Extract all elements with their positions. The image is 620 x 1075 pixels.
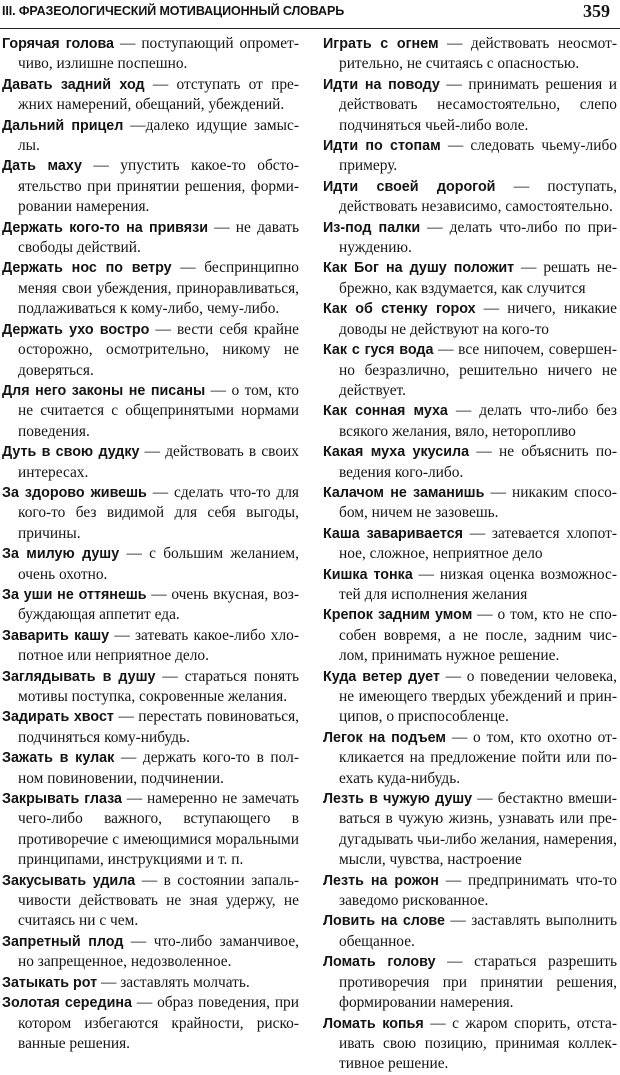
entry-term: Как об стенку горох [323, 301, 476, 318]
entry-definition: — действовать в своих интересах. [18, 443, 299, 481]
dictionary-entry [2, 116, 299, 157]
entry-definition: — решать небрежно, как вздумается, как случится [339, 259, 617, 297]
entry-definition: — стараться понять мотивы поступка, сокровенные желания. [18, 667, 299, 705]
dictionary-entry [323, 442, 617, 483]
dictionary-entry [323, 605, 617, 666]
entry-definition: — поступать, действовать независимо, самостоятельно. [339, 177, 617, 216]
dictionary-entry [323, 871, 617, 912]
dictionary-entry [323, 911, 617, 952]
dictionary-entry [2, 75, 299, 116]
dictionary-entry [323, 299, 617, 340]
entry-term: Заварить кашу [2, 627, 110, 644]
entry-definition: — сделать что-то для кого-то без видимой для себя выгоды, причины. [18, 483, 299, 542]
entry-term: Горячая голова [2, 36, 115, 52]
entry-term: Золотая середина [2, 995, 132, 1012]
dictionary-entry [2, 544, 299, 585]
entry-definition: — делать что-либо по принуждению. [339, 218, 617, 257]
dictionary-entry [2, 667, 299, 708]
entry-definition: — следовать чьему-либо примеру. [339, 137, 617, 175]
entry-term: Затыкать рот [2, 974, 98, 991]
dictionary-entry [2, 258, 299, 319]
entry-term: Ломать копья [323, 1015, 424, 1032]
entry-term: Держать кого-то на привязи [2, 219, 208, 236]
entry-term: За здорово живешь [2, 484, 147, 501]
entry-term: Заглядывать в душу [2, 668, 156, 685]
entry-definition: — ничего, никакие доводы не действуют на кого-то [339, 300, 617, 338]
dictionary-entry [323, 75, 618, 136]
entry-term: Ломать голову [323, 954, 436, 971]
entry-definition: — затевать какое-либо хлопотное или неприятное дело. [18, 626, 300, 665]
dictionary-entry [2, 707, 299, 748]
dictionary-entry [323, 401, 617, 442]
entry-definition: — бестактно вмешиваться в чужую жизнь, узнавать или предугадывать чьи-либо желания, намерения, мысли, чувства, настроение [339, 790, 617, 869]
dictionary-entry [2, 381, 300, 442]
entry-term: Лезть в чужую душу [323, 791, 473, 808]
dictionary-entry [323, 218, 617, 259]
page-number: 359 [583, 1, 610, 21]
right-column [323, 34, 617, 1075]
dictionary-entry [2, 483, 299, 544]
entry-term: Легок на подъем [323, 729, 446, 746]
dictionary-entry [2, 626, 300, 667]
entry-definition: —далеко идущие замыслы. [18, 116, 299, 155]
entry-term: Куда ветер дует [323, 668, 440, 685]
dictionary-entry [323, 789, 617, 871]
entry-definition: — вести себя крайне осторожно, осмотрительно, никому не доверяться. [18, 320, 300, 379]
entry-term: Запретный плод [2, 933, 124, 950]
entry-term: За уши не оттянешь [2, 586, 147, 603]
entry-definition: — упустить какое-то обстоятельство при принятии решения, формировании намерения. [18, 157, 299, 216]
entry-term: Каша заваривается [323, 525, 463, 542]
dictionary-entry [323, 34, 617, 75]
page-header [0, 0, 620, 30]
entry-definition: — не давать свободы действий. [18, 218, 299, 257]
entry-definition: — стараться разрешить противоречия при принятии решения, формировании намерения. [339, 953, 617, 1012]
entry-definition: — о том, кто охотно откликается на предложение пойти или поехать куда-нибудь. [339, 728, 618, 787]
dictionary-entry [2, 932, 299, 973]
dictionary-entry [2, 993, 299, 1054]
entry-term: Закрывать глаза [2, 791, 122, 808]
dictionary-entry [2, 156, 299, 217]
entry-term: Как Бог на душу положит [323, 260, 515, 277]
dictionary-entry [323, 952, 617, 1013]
entry-term: Зажать в кулак [2, 750, 115, 767]
entry-definition: — что-либо заманчивое, но запрещенное, недозволенное. [18, 932, 299, 971]
entry-definition: — беспринципно меняя свои убеждения, приноравливаться, подлаживаться к кому-либо, чему-либо. [18, 259, 299, 318]
entry-definition: — о том, кто не считается с общепринятыми нормами поведения. [18, 381, 300, 440]
entry-definition: — перестать повиноваться, подчиняться кому-нибудь. [18, 708, 299, 746]
dictionary-entry [323, 340, 618, 401]
entry-term: Из-под палки [323, 219, 421, 236]
dictionary-entry [323, 565, 617, 606]
entry-definition: — очень вкусная, возбуждающая аппетит еда. [18, 585, 299, 624]
dictionary-entry [2, 748, 299, 789]
dictionary-entry [323, 728, 618, 789]
dictionary-entry [2, 585, 299, 626]
dictionary-entry [2, 871, 299, 932]
entry-term: Ловить на слове [323, 913, 445, 930]
left-column [2, 34, 299, 1054]
entry-term: Для него законы не писаны [2, 382, 206, 399]
entry-term: Задирать хвост [2, 709, 114, 726]
entry-term: Идти на поводу [323, 76, 440, 93]
entry-term: Дуть в свою дудку [2, 444, 140, 461]
entry-term: Лезть на рожон [323, 872, 439, 889]
entry-definition: — заставлять молчать. [97, 973, 250, 991]
entry-definition: — действовать неосмотрительно, не считаясь с опасностью. [339, 35, 617, 73]
entry-definition: — держать кого-то в полном повиновении, подчинении. [18, 749, 299, 787]
header-divider [0, 28, 620, 29]
dictionary-entry [2, 320, 300, 381]
entry-term: Играть с огнем [323, 36, 439, 52]
dictionary-entry [2, 218, 299, 259]
entry-definition: — затевается хлопотное, сложное, неприятное дело [339, 524, 617, 563]
dictionary-entry [2, 442, 299, 483]
entry-definition: — в состоянии запальчивости действовать не зная удержу, не считаясь ни с чем. [18, 871, 299, 930]
entry-definition: — о поведении человека, не имеющего твердых убеждений и принципов, о приспособленце. [339, 667, 617, 726]
entry-term: Идти своей дорогой [323, 178, 496, 195]
dictionary-entry [2, 973, 299, 993]
entry-definition: — все нипочем, совершенно безразлично, решительно ничего не действует. [339, 341, 618, 399]
dictionary-entry [2, 34, 299, 75]
entry-definition: — низкая оценка возможностей для исполнения желания [339, 565, 617, 603]
entry-term: Дальний прицел [2, 117, 124, 134]
dictionary-entry [2, 789, 300, 871]
entry-term: Держать ухо востро [2, 321, 150, 338]
dictionary-entry [323, 667, 617, 728]
entry-term: Дать маху [2, 158, 82, 175]
dictionary-entry [323, 1014, 617, 1075]
section-title: III. ФРАЗЕОЛОГИЧЕСКИЙ МОТИВАЦИОННЫЙ СЛОВАРЬ [2, 4, 345, 18]
entry-definition: — принимать решения и действовать несамостоятельно, слепо подчиняться чьей-либо воле. [339, 75, 618, 134]
dictionary-entry [323, 483, 617, 524]
entry-definition: — образ поведения, при котором избегаются крайности, рискованные решения. [18, 994, 299, 1052]
entry-definition: — отступать от прежних намерений, обещаний, убеждений. [18, 75, 299, 114]
entry-term: Давать задний ход [2, 76, 145, 93]
entry-definition: — делать что-либо без всякого желания, вяло, неторопливо [339, 402, 617, 440]
entry-term: Как сонная муха [323, 403, 448, 420]
entry-term: Держать нос по ветру [2, 260, 172, 277]
dictionary-entry [323, 524, 617, 565]
entry-term: За милую душу [2, 546, 120, 563]
entry-term: Идти по стопам [323, 138, 441, 155]
entry-term: Крепок задним умом [323, 607, 473, 624]
entry-term: Как с гуся вода [323, 342, 434, 359]
entry-definition: — о том, кто не способен вовремя, а не после, задним числом, принимать нужное решение. [339, 606, 617, 665]
entry-definition: — никаким способом, ничем не зазовешь. [339, 483, 617, 522]
entry-definition: — с большим желанием, очень охотно. [18, 545, 299, 583]
entry-term: Закусывать удила [2, 872, 136, 889]
dictionary-entry [323, 136, 617, 177]
entry-term: Какая муха укусила [323, 444, 470, 461]
entry-definition: — поступающий опрометчиво, излишне поспешно. [18, 35, 299, 73]
entry-definition: — намеренно не замечать чего-либо важного, вступающего в противоречие с имеющимися моральными принципами, инструкциями и т. п. [18, 790, 300, 869]
entry-definition: — не объяснить поведения кого-либо. [339, 443, 617, 481]
entry-term: Калачом не заманишь [323, 484, 485, 501]
dictionary-entry [323, 258, 617, 299]
entry-term: Кишка тонка [323, 566, 413, 583]
entry-definition: — с жаром спорить, отстаивать свою позицию, принимая коллективное решение. [339, 1014, 617, 1073]
dictionary-entry [323, 177, 617, 218]
entry-definition: — предпринимать что-то заведомо рискованное. [339, 871, 617, 910]
entry-definition: — заставлять выполнить обещанное. [339, 912, 617, 950]
